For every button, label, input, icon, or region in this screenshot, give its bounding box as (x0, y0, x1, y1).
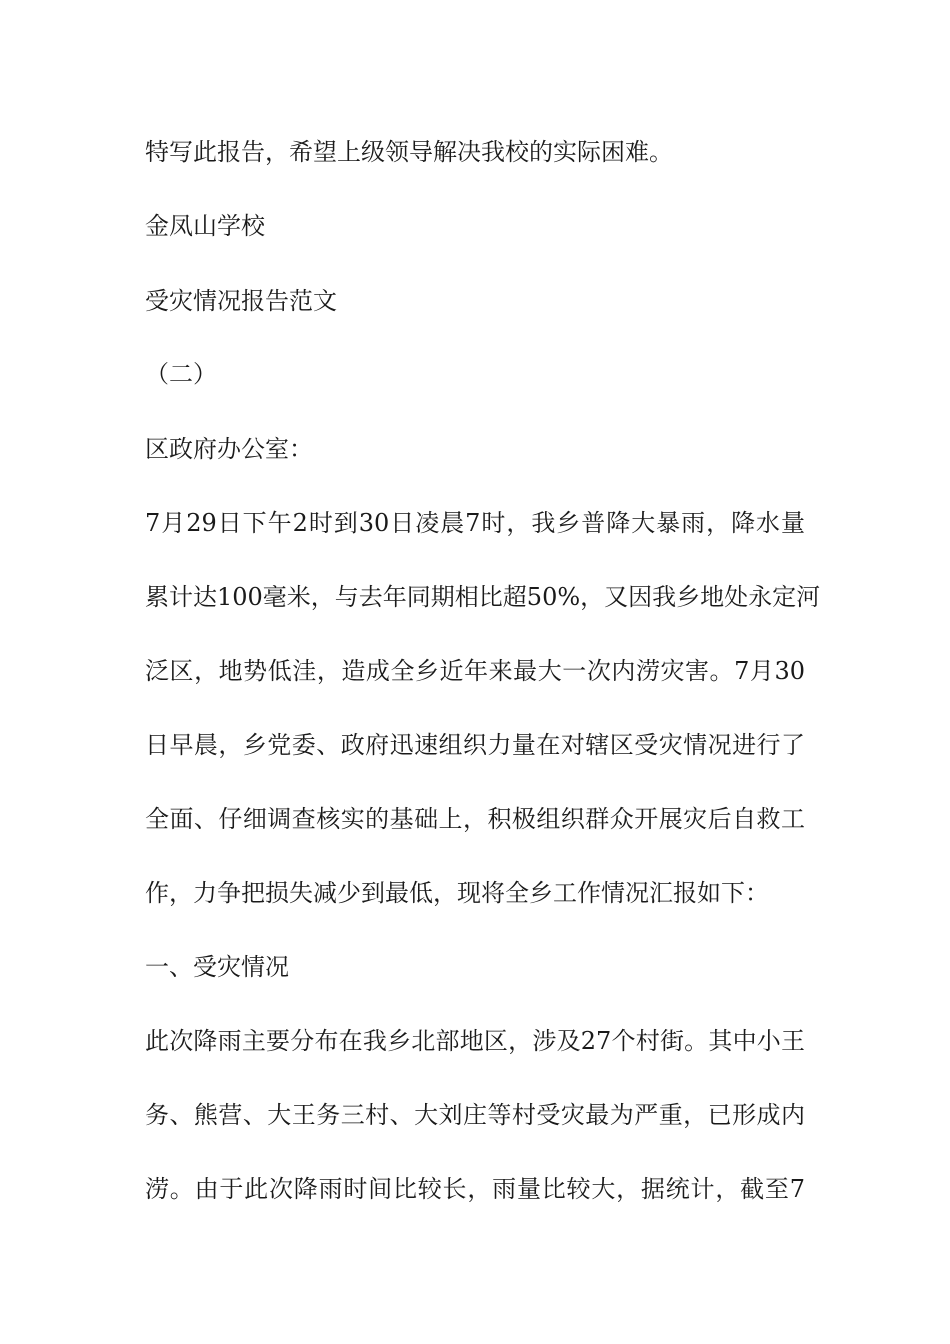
paragraph-line: 日早晨，乡党委、政府迅速组织力量在对辖区受灾情况进行了 (145, 731, 805, 759)
report-title: 受灾情况报告范文 (145, 287, 337, 315)
closing-sentence: 特写此报告，希望上级领导解决我校的实际困难。 (145, 138, 673, 166)
section-heading: 一、受灾情况 (145, 953, 289, 981)
salutation: 区政府办公室： (145, 435, 313, 463)
paragraph-line: 作，力争把损失减少到最低，现将全乡工作情况汇报如下： (145, 879, 769, 907)
paragraph-line: 7月29日下午2时到30日凌晨7时，我乡普降大暴雨，降水量 (145, 509, 805, 537)
signature-school-name: 金凤山学校 (145, 212, 265, 240)
paragraph-line: 累计达100毫米，与去年同期相比超50%，又因我乡地处永定河 (145, 583, 821, 611)
section-number: （二） (145, 360, 217, 388)
paragraph-line: 此次降雨主要分布在我乡北部地区，涉及27个村街。其中小王 (145, 1027, 805, 1055)
paragraph-line: 涝。由于此次降雨时间比较长，雨量比较大，据统计，截至7 (145, 1175, 805, 1203)
paragraph-line: 泛区，地势低洼，造成全乡近年来最大一次内涝灾害。7月30 (145, 657, 805, 685)
paragraph-line: 全面、仔细调查核实的基础上，积极组织群众开展灾后自救工 (145, 805, 805, 833)
paragraph-line: 务、熊营、大王务三村、大刘庄等村受灾最为严重，已形成内 (145, 1101, 805, 1129)
